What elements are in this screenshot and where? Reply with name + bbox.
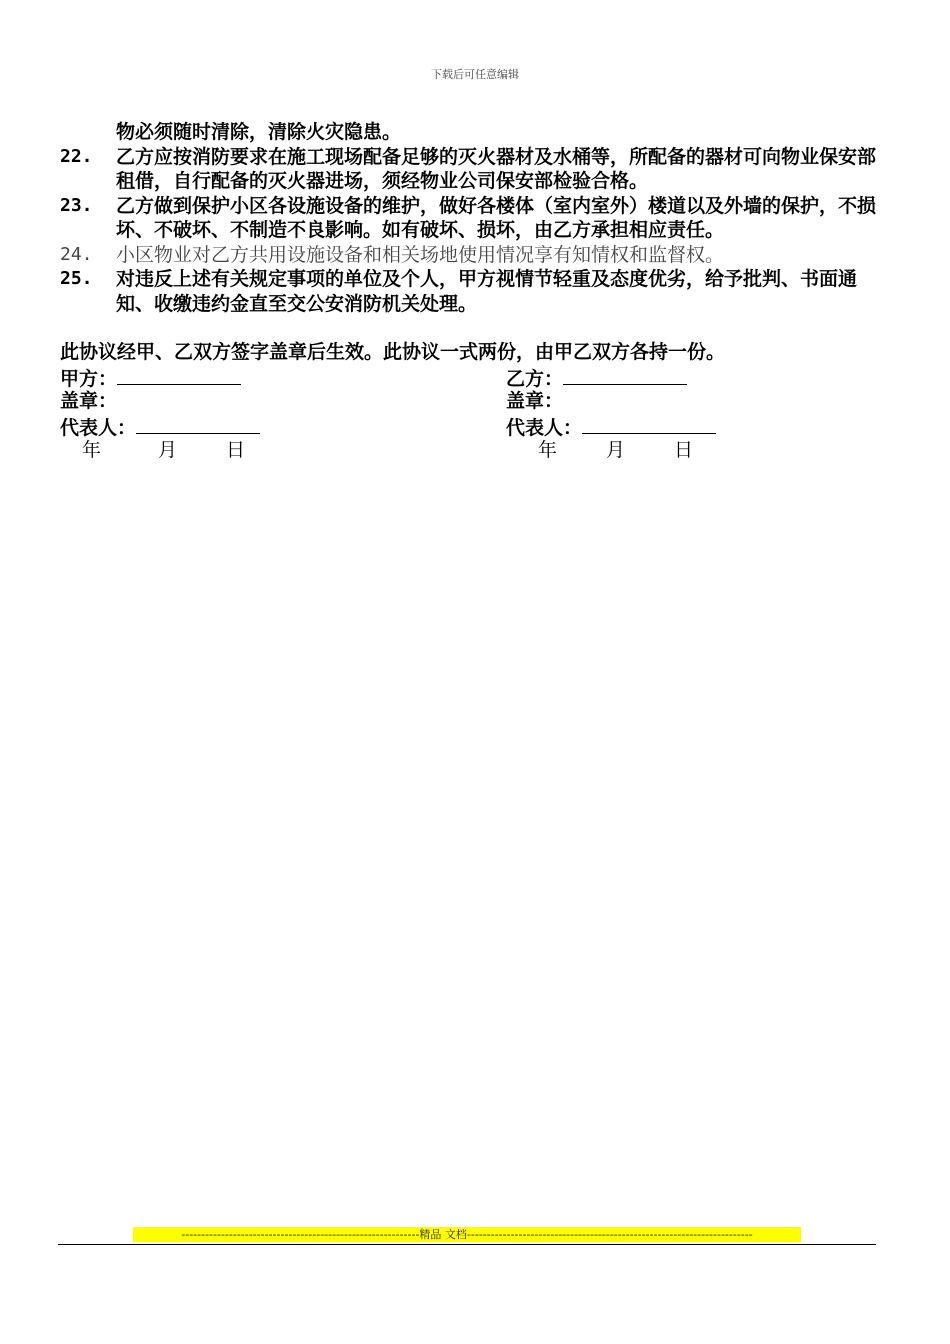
party-a-rep-label: 代表人： (60, 416, 137, 439)
footer-highlight (133, 1227, 801, 1242)
party-b-label: 乙方： (506, 367, 564, 390)
date-year: 年 (82, 439, 102, 461)
clause-text: 乙方应按消防要求在施工现场配备足够的灭火器材及水桶等，所配备的器材可向物业保安部租借，自行配备的灭火器进场，须经物业公司保安部检验合格。 (116, 145, 877, 192)
clause-22 (60, 145, 876, 194)
party-b-date (538, 438, 693, 463)
clause-23 (60, 194, 876, 243)
clause-25 (60, 267, 876, 316)
party-b-signature-line (563, 365, 687, 385)
clause-text: 对违反上述有关规定事项的单位及个人，甲方视情节轻重及态度优劣，给予批判、书面通知、收缴违约金直至交公安消防机关处理。 (116, 268, 858, 315)
party-b-rep-line (582, 414, 716, 434)
footer-label: 精品 文档 (419, 1228, 467, 1241)
footer-dashes-left: ------------------------------------------------------------ (181, 1228, 420, 1241)
clause-text: 乙方做到保护小区各设施设备的维护，做好各楼体（室内室外）楼道以及外墙的保护，不损坏、不破坏、不制造不良影响。如有破坏、损坏，由乙方承担相应责任。 (116, 194, 877, 241)
date-year: 年 (538, 439, 558, 461)
party-a-seal-label: 盖章： (60, 390, 118, 412)
footer-dashes-right: ------------------------------------------------------------------------ (466, 1228, 753, 1241)
clause-text: 小区物业对乙方共用设施设备和相关场地使用情况享有知情权和监督权。 (116, 243, 725, 266)
party-a-rep-line (136, 414, 260, 434)
clause-number: 23. (60, 194, 93, 216)
date-day: 日 (226, 439, 246, 461)
signature-party-row (60, 365, 876, 390)
party-b-rep-label: 代表人： (506, 416, 583, 439)
date-month: 月 (606, 439, 626, 461)
date-month: 月 (158, 439, 178, 461)
party-b (506, 365, 687, 392)
clause-24 (60, 243, 876, 268)
document-body (60, 120, 876, 463)
clause-number: 22. (60, 145, 93, 167)
date-day: 日 (674, 439, 694, 461)
signature-seal-row (60, 389, 876, 414)
clause-number: 25. (60, 268, 93, 289)
footer-rule (58, 1244, 876, 1245)
clause-number: 24. (60, 243, 93, 265)
header-note: 下载后可任意编辑 (431, 68, 519, 81)
signature-date-row (60, 438, 876, 463)
party-a-label: 甲方： (60, 367, 118, 390)
party-a-signature-line (117, 365, 241, 385)
party-a (60, 365, 241, 392)
closing-statement: 此协议经甲、乙双方签字盖章后生效。此协议一式两份，由甲乙双方各持一份。 (60, 341, 726, 363)
continuation-line: 物必须随时清除，清除火灾隐患。 (116, 121, 402, 143)
party-b-seal-label: 盖章： (506, 390, 564, 412)
party-a-date (82, 438, 245, 463)
signature-rep-row (60, 414, 876, 439)
